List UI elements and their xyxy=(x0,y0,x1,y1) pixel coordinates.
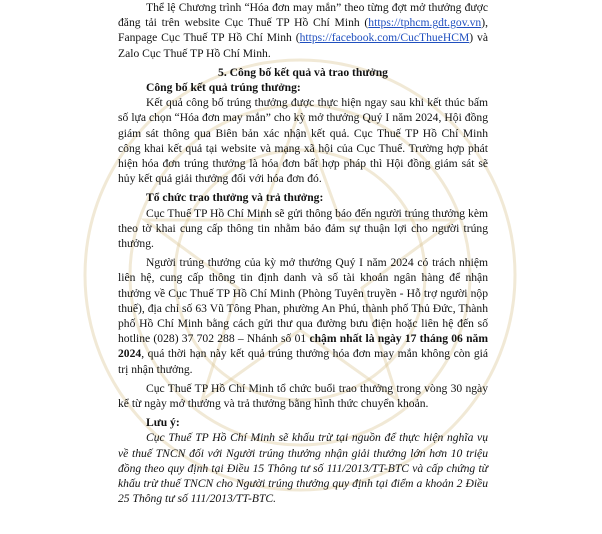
subheading-results: Công bố kết quả trúng thưởng: xyxy=(146,81,301,95)
subheading-awards: Tổ chức trao thưởng và trả thưởng: xyxy=(146,191,324,205)
document-page xyxy=(118,0,488,507)
winner-contact-paragraph: Người trúng thưởng của kỳ mở thưởng Quý I năm 2024 có trách nhiệm liên hệ, cung cấp thông tin định danh và số tài khoản ngân hàng để nhận thưởng về Cục Thuế TP Hồ Chí Minh (Phòng Tuyên truyền - Hỗ trợ người nộp thuế), địa chỉ số 63 Vũ Tông Phan, phường An Phú, thành phố Thủ Đức, Thành phố Hồ Chí Minh bằng cách gửi thư qua đường bưu điện hoặc liên hệ đến số hotline (028) 37 702 288 – Nhánh số 01 chậm nhất là ngày 17 tháng 06 năm 2024, quá thời hạn này kết quả trúng thưởng hóa đơn may mắn không còn giá trị nhận thưởng. xyxy=(118,256,488,376)
note-title: Lưu ý: xyxy=(146,416,180,430)
section-heading: 5. Công bố kết quả và trao thưởng xyxy=(218,65,388,79)
website-link[interactable]: https://tphcm.gdt.gov.vn xyxy=(368,16,482,30)
results-paragraph: Kết quả công bố trúng thưởng được thực hiện ngay sau khi kết thúc bấm số lựa chọn “Hóa đơn may mắn” cho kỳ mở thưởng Quý I năm 2024, Hội đồng giám sát thông qua Biên bản xác nhận kết quả. Cục Thuế TP Hồ Chí Minh công khai kết quả tại website và mạng xã hội của Cục Thuế. Trường hợp phát hiện hóa đơn trúng thưởng là hóa đơn bất hợp pháp thì Hội đồng giám sát sẽ hủy kết quả giải thưởng đối với hóa đơn đó. xyxy=(118,96,488,186)
note-paragraph: Cục Thuế TP Hồ Chí Minh sẽ khấu trừ tại nguồn để thực hiện nghĩa vụ về thuế TNCN đối với Người trúng thưởng nhận giải thưởng lớn hơn 10 triệu đồng theo quy định tại Điều 15 Thông tư số 111/2013/TT-BTC và cấp chứng từ khấu trừ thuế TNCN cho Người trúng thưởng quy định tại điểm a khoản 2 Điều 25 Thông tư số 111/2013/TT-BTC. xyxy=(118,431,488,506)
notification-paragraph: Cục Thuế TP Hồ Chí Minh sẽ gửi thông báo đến người trúng thưởng kèm theo tờ khai cung cấp thông tin nhằm bảo đảm sự thuận lợi cho người trúng thưởng. xyxy=(118,206,488,251)
ceremony-paragraph: Cục Thuế TP Hồ Chí Minh tổ chức buổi trao thưởng trong vòng 30 ngày kể từ ngày mở thưởng và trả thưởng bằng hình thức chuyển khoản. xyxy=(118,381,488,411)
deadline-text: chậm nhất là ngày 17 tháng 06 năm 2024 xyxy=(118,332,488,361)
intro-paragraph: Thể lệ Chương trình “Hóa đơn may mắn” theo từng đợt mở thưởng được đăng tải trên website Cục Thuế TP Hồ Chí Minh (https://tphcm.gdt.gov.vn), Fanpage Cục Thuế TP Hồ Chí Minh (https://facebook.com/CucThueHCM) và Zalo Cục Thuế TP Hồ Chí Minh. xyxy=(118,1,488,60)
facebook-link[interactable]: https://facebook.com/CucThueHCM xyxy=(299,31,470,45)
